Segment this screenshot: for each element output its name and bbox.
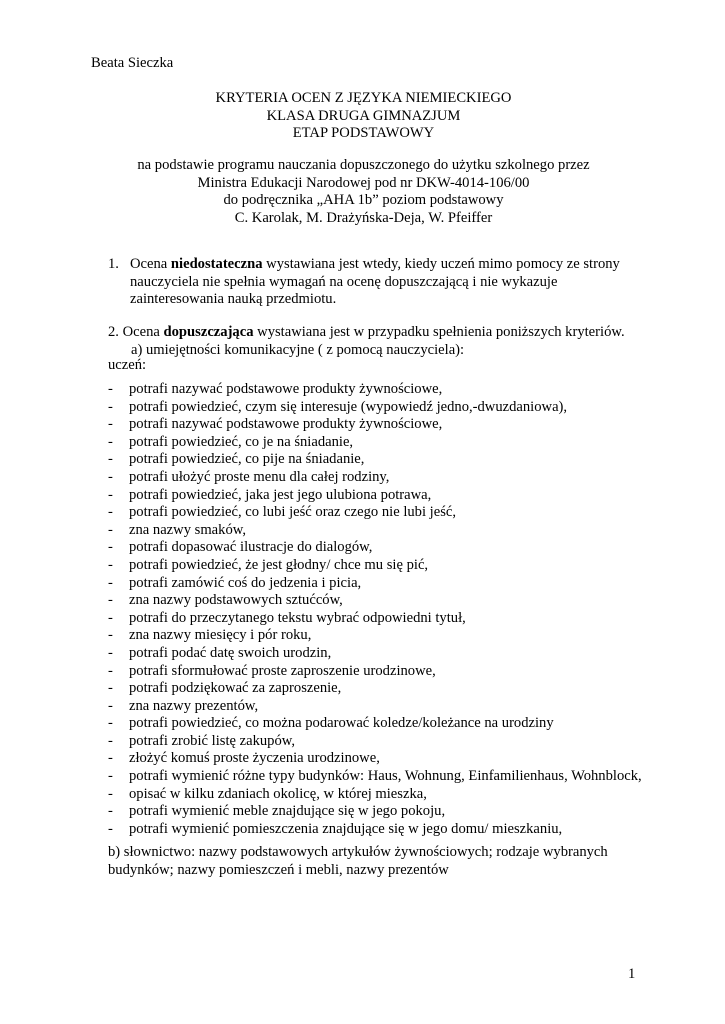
- vocabulary-paragraph: b) słownictwo: nazwy podstawowych artykułów żywnościowych; rodzaje wybranych budynków; nazwy pomieszczeń i mebli, nazwy prezentów: [108, 844, 608, 878]
- list-item-text: zna nazwy podstawowych sztućców,: [129, 592, 343, 609]
- list-item-text: potrafi powiedzieć, co je na śniadanie,: [129, 433, 354, 450]
- title-line: ETAP PODSTAWOWY: [292, 125, 435, 142]
- subheading: a) umiejętności komunikacyjne ( z pomocą nauczyciela):: [131, 341, 465, 358]
- list-item-text: potrafi zrobić listę zakupów,: [129, 732, 296, 749]
- program-line: na podstawie programu nauczania dopuszczonego do użytku szkolnego przez: [137, 157, 590, 173]
- list-item: [108, 610, 648, 628]
- list-item: [108, 539, 648, 557]
- list-item: [108, 715, 648, 733]
- list-item-text: opisać w kilku zdaniach okolicę, w której mieszka,: [129, 785, 427, 802]
- list-bullet: -: [108, 556, 113, 573]
- list-bullet: -: [108, 592, 113, 609]
- list-item-text: potrafi powiedzieć, jaka jest jego ulubiona potrawa,: [129, 486, 432, 503]
- list-bullet: -: [108, 486, 113, 503]
- list-bullet: -: [108, 627, 113, 644]
- grade-name: niedostateczna: [170, 256, 263, 272]
- list-item-text: potrafi nazywać podstawowe produkty żywnościowe,: [129, 381, 443, 397]
- list-item-text: potrafi powiedzieć, czym się interesuje (wypowiedź jedno,-dwuzdaniowa),: [129, 398, 568, 415]
- list-item: [108, 627, 648, 645]
- list-bullet: -: [108, 785, 113, 802]
- list-bullet: -: [108, 820, 113, 837]
- list-item: [108, 733, 648, 751]
- list-item: [108, 803, 648, 821]
- list-bullet: -: [108, 768, 113, 785]
- program-line: do podręcznika „AHA 1b” poziom podstawowy: [223, 192, 504, 209]
- list-item: [108, 451, 648, 469]
- section-text: [130, 256, 648, 309]
- list-item-text: potrafi powiedzieć, co pije na śniadanie,: [129, 451, 365, 468]
- section-heading: [108, 324, 653, 342]
- list-item: [108, 557, 648, 575]
- list-item-text: potrafi wymienić pomieszczenia znajdujące się w jego domu/ mieszkaniu,: [129, 820, 563, 837]
- list-bullet: -: [108, 697, 113, 714]
- list-bullet: -: [108, 504, 113, 521]
- list-item-text: złożyć komuś proste życzenia urodzinowe,: [129, 750, 380, 767]
- list-bullet: -: [108, 609, 113, 626]
- list-item: [108, 592, 648, 610]
- section-prefix: Ocena: [130, 256, 171, 272]
- list-item: [108, 750, 648, 768]
- list-item-text: potrafi ułożyć proste menu dla całej rodziny,: [129, 468, 390, 485]
- title-line: KLASA DRUGA GIMNAZJUM: [266, 107, 461, 124]
- list-bullet: -: [108, 451, 113, 468]
- list-item: [108, 821, 648, 839]
- program-info: [91, 157, 636, 227]
- list-item-text: zna nazwy miesięcy i pór roku,: [129, 627, 312, 644]
- list-item: [108, 434, 648, 452]
- page-number: 1: [628, 966, 636, 982]
- list-item-text: potrafi zamówić coś do jedzenia i picia,: [129, 574, 362, 591]
- list-item: [108, 663, 648, 681]
- list-item-text: potrafi powiedzieć, co lubi jeść oraz czego nie lubi jeść,: [129, 504, 457, 521]
- list-item-text: potrafi podać datę swoich urodzin,: [129, 644, 332, 661]
- list-item: [108, 768, 648, 786]
- program-line: C. Karolak, M. Drażyńska-Deja, W. Pfeiffer: [234, 209, 493, 226]
- list-item: [108, 645, 648, 663]
- list-item-text: potrafi dopasować ilustracje do dialogów,: [129, 539, 373, 556]
- list-item: [108, 680, 648, 698]
- list-item-text: potrafi sformułować proste zaproszenie urodzinowe,: [129, 662, 436, 679]
- list-item-text: potrafi wymienić różne typy budynków: Haus, Wohnung, Einfamilienhaus, Wohnblock,: [129, 768, 642, 785]
- grade-insufficient-section: [108, 256, 648, 309]
- list-item: [108, 504, 648, 522]
- list-item: [108, 416, 648, 434]
- document-title: [91, 90, 636, 143]
- list-bullet: -: [108, 521, 113, 538]
- list-item-text: potrafi do przeczytanego tekstu wybrać odpowiedni tytuł,: [129, 609, 466, 626]
- list-item-text: potrafi wymienić meble znajdujące się w jego pokoju,: [129, 803, 446, 820]
- list-bullet: -: [108, 715, 113, 732]
- list-bullet: -: [108, 398, 113, 415]
- subject-label: uczeń:: [108, 357, 147, 373]
- grade-name: dopuszczająca: [163, 324, 254, 340]
- list-bullet: -: [108, 662, 113, 679]
- list-bullet: -: [108, 539, 113, 556]
- list-item: [108, 698, 648, 716]
- grade-sufficient-section: [108, 324, 653, 359]
- list-bullet: -: [108, 574, 113, 591]
- list-item: [108, 381, 648, 399]
- list-item: [108, 522, 648, 540]
- list-item-text: potrafi powiedzieć, co można podarować koledze/koleżance na urodziny: [129, 715, 554, 732]
- section-body: wystawiana jest w przypadku spełnienia poniższych kryteriów.: [253, 324, 625, 340]
- list-bullet: -: [108, 803, 113, 820]
- list-bullet: -: [108, 750, 113, 767]
- skills-list: [108, 381, 648, 838]
- list-item: [108, 575, 648, 593]
- section-number: 1.: [108, 256, 119, 272]
- list-bullet: -: [108, 680, 113, 697]
- list-item-text: potrafi powiedzieć, że jest głodny/ chce mu się pić,: [129, 556, 429, 573]
- author-name: Beata Sieczka: [91, 55, 174, 71]
- list-bullet: -: [108, 381, 113, 397]
- list-item-text: potrafi podziękować za zaproszenie,: [129, 680, 342, 697]
- section-body: wystawiana jest wtedy, kiedy uczeń mimo pomocy ze strony nauczyciela nie spełnia wymagań na ocenę dopuszczającą i nie wykazuje zainteresowania nauką przedmiotu.: [130, 256, 620, 308]
- list-item-text: potrafi nazywać podstawowe produkty żywnościowe,: [129, 416, 443, 433]
- list-bullet: -: [108, 468, 113, 485]
- list-item: [108, 469, 648, 487]
- list-item: [108, 487, 648, 505]
- list-item: [108, 786, 648, 804]
- list-item-text: zna nazwy prezentów,: [129, 697, 259, 714]
- list-bullet: -: [108, 416, 113, 433]
- list-bullet: -: [108, 732, 113, 749]
- list-item: [108, 399, 648, 417]
- section-prefix: 2. Ocena: [108, 324, 164, 340]
- list-bullet: -: [108, 433, 113, 450]
- list-item-text: zna nazwy smaków,: [129, 521, 246, 538]
- program-line: Ministra Edukacji Narodowej pod nr DKW-4014-106/00: [197, 174, 530, 191]
- list-bullet: -: [108, 644, 113, 661]
- title-line: KRYTERIA OCEN Z JĘZYKA NIEMIECKIEGO: [215, 90, 512, 106]
